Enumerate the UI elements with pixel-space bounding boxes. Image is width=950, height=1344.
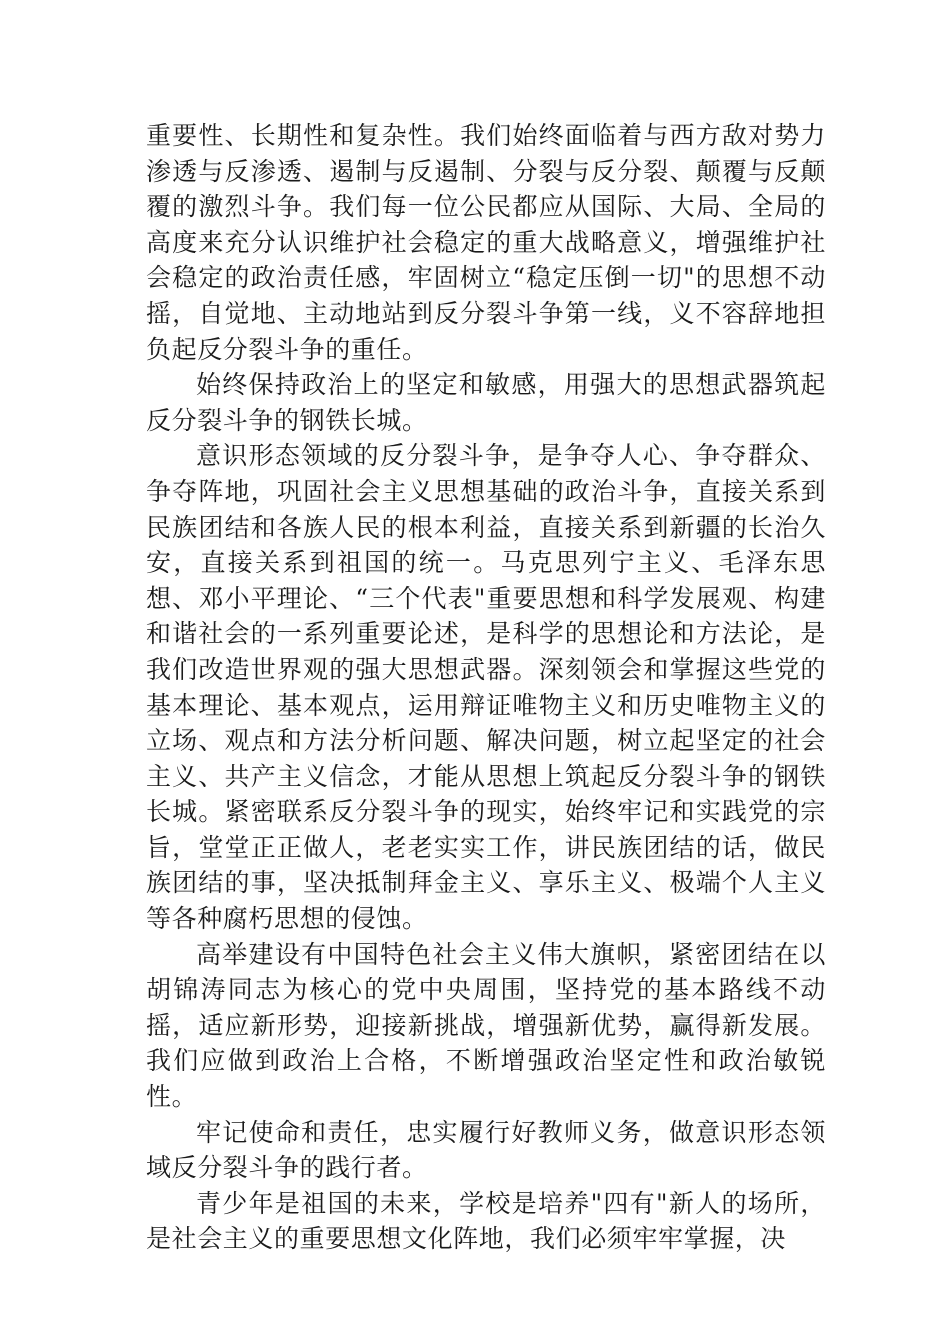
document-page: [146, 118, 826, 1257]
paragraph-6: 青少年是祖国的未来，学校是培养"四有"新人的场所，是社会主义的重要思想文化阵地，我们必须牢牢掌握，决: [146, 1188, 826, 1254]
paragraph-1: 重要性、长期性和复杂性。我们始终面临着与西方敌对势力渗透与反渗透、遏制与反遏制、分裂与反分裂、颠覆与反颠覆的激烈斗争。我们每一位公民都应从国际、大局、全局的高度来充分认识维护社会稳定的重大战略意义，增强维护社会稳定的政治责任感，牢固树立“稳定压倒一切"的思想不动摇，自觉地、主动地站到反分裂斗争第一线，义不容辞地担负起反分裂斗争的重任。: [146, 121, 826, 364]
paragraph-2: 始终保持政治上的坚定和敏感，用强大的思想武器筑起反分裂斗争的钢铁长城。: [146, 370, 826, 435]
paragraph-5: 牢记使命和责任，忠实履行好教师义务，做意识形态领域反分裂斗争的践行者。: [146, 1117, 826, 1183]
paragraph-3: 意识形态领域的反分裂斗争，是争夺人心、争夺群众、争夺阵地，巩固社会主义思想基础的政治斗争，直接关系到民族团结和各族人民的根本利益，直接关系到新疆的长治久安，直接关系到祖国的统一。马克思列宁主义、毛泽东思想、邓小平理论、“三个代表"重要思想和科学发展观、构建和谐社会的一系列重要论述，是科学的思想论和方法论，是我们改造世界观的强大思想武器。深刻领会和掌握这些党的基本理论、基本观点，运用辩证唯物主义和历史唯物主义的立场、观点和方法分析问题、解决问题，树立起坚定的社会主义、共产主义信念，才能从思想上筑起反分裂斗争的钢铁长城。紧密联系反分裂斗争的现实，始终牢记和实践党的宗旨，堂堂正正做人，老老实实工作，讲民族团结的话，做民族团结的事，坚决抵制拜金主义、享乐主义、极端个人主义等各种腐朽思想的侵蚀。: [146, 441, 826, 934]
paragraph-4: 高举建设有中国特色社会主义伟大旗帜，紧密团结在以胡锦涛同志为核心的党中央周围，坚持党的基本路线不动摇，适应新形势，迎接新挑战，增强新优势，赢得新发展。我们应做到政治上合格，不断增强政治坚定性和政治敏锐性。: [146, 939, 826, 1112]
